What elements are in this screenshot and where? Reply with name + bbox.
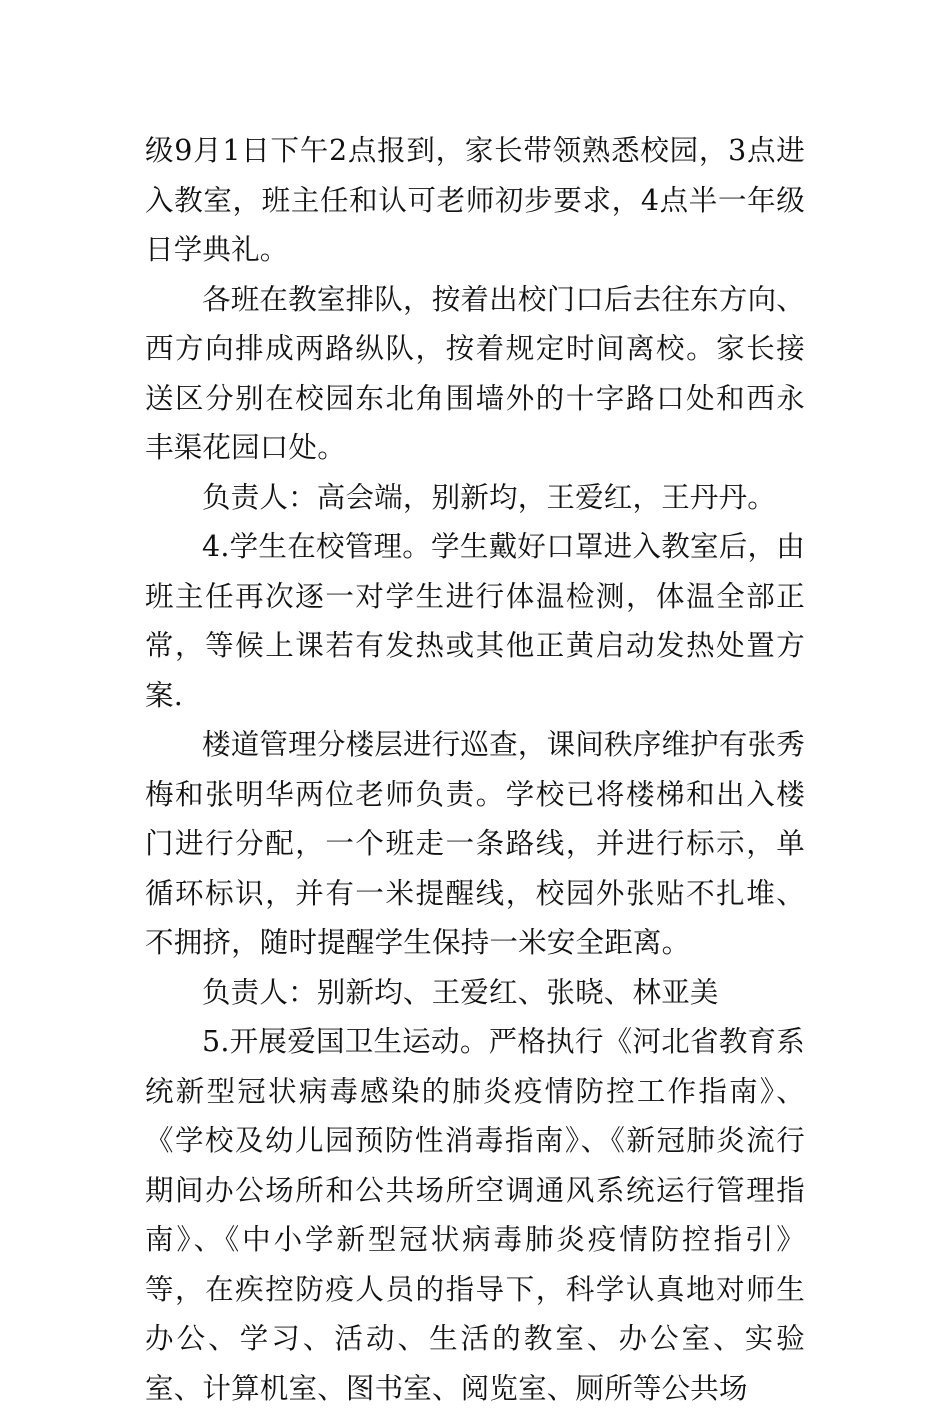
paragraph-1: 级9月1日下午2点报到，家长带领熟悉校园，3点进入教室，班主任和认可老师初步要求，4点半一年级日学典礼。	[145, 134, 805, 266]
paragraph-5-corridor-management: 楼道管理分楼层进行巡查，课间秩序维护有张秀梅和张明华两位老师负责。学校已将楼梯和出入楼门进行分配，一个班走一条路线，并进行标示，单循环标识，并有一米提醒线，校园外张贴不扎堆、不拥挤，随时提醒学生保持一米安全距离。	[145, 728, 805, 959]
document-body	[145, 126, 805, 1413]
paragraph-3-responsible: 负责人：高会端，别新均，王爱红，王丹丹。	[202, 480, 777, 514]
paragraph-6-responsible: 负责人：别新均、王爱红、张晓、林亚美	[202, 975, 719, 1009]
paragraph-2: 各班在教室排队，按着出校门口后去往东方向、西方向排成两路纵队，按着规定时间离校。家长接送区分别在校园东北角围墙外的十字路口处和西永丰渠花园口处。	[145, 282, 805, 464]
paragraph-4-student-management: 4.学生在校管理。学生戴好口罩进入教室后，由班主任再次逐一对学生进行体温检测，体温全部正常，等候上课若有发热或其他正黄启动发热处置方案.	[145, 530, 805, 712]
paragraph-7-hygiene-campaign: 5.开展爱国卫生运动。严格执行《河北省教育系统新型冠状病毒感染的肺炎疫情防控工作指南》、《学校及幼儿园预防性消毒指南》、《新冠肺炎流行期间办公场所和公共场所空调通风系统运行管理指南》、《中小学新型冠状病毒肺炎疫情防控指引》等，在疾控防疫人员的指导下，科学认真地对师生办公、学习、活动、生活的教室、办公室、实验室、计算机室、图书室、阅览室、厕所等公共场	[145, 1025, 805, 1405]
